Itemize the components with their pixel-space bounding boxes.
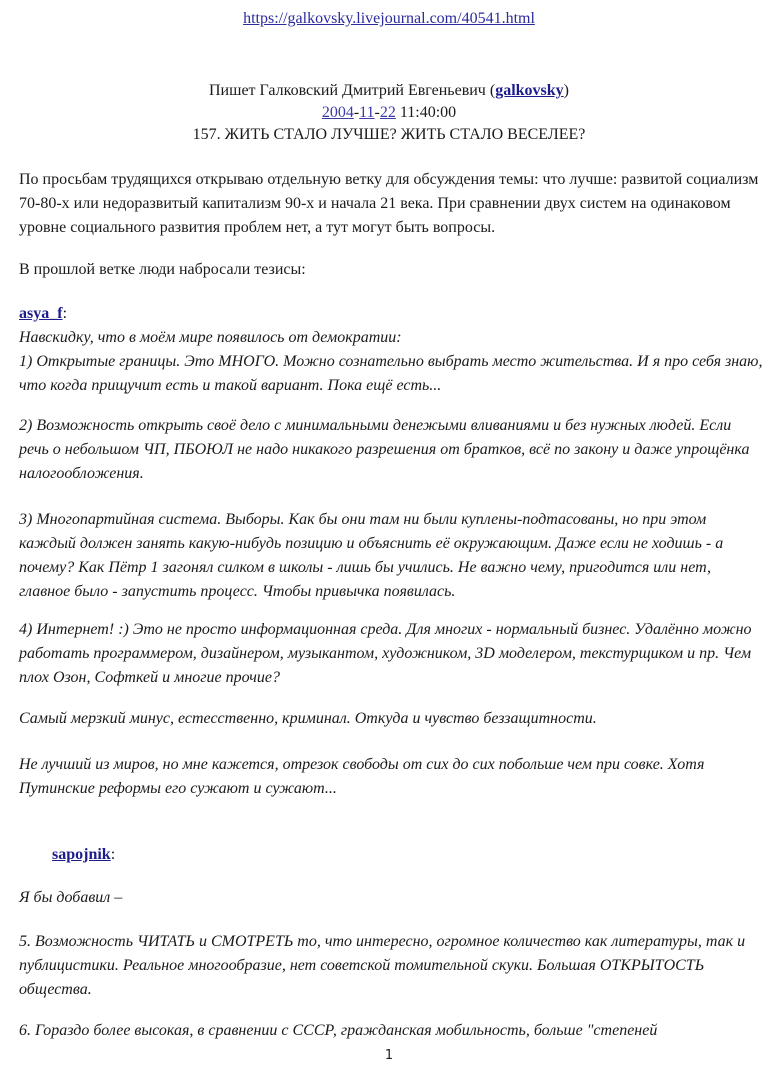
comment-asya-f-p3 <box>19 508 764 604</box>
comment-text: 3) Многопартийная система. Выборы. Как бы они там ни были куплены-подтасованы, но при этом каждый должен занять какую-нибудь позицию и объяснить её окружающим. Даже если не ходишь - а почему? Как Пётр 1 загонял силком в школы - лишь бы учились. Не важно чему, пригодится или нет, главное было - запустить процесс. Чтобы привычка появилась. <box>19 511 724 600</box>
commenter-link-asya-f[interactable]: asya_f <box>19 305 63 322</box>
intro-text: По просьбам трудящихся открываю отдельную ветку для обсуждения темы: что лучше: развитой социализм 70-80-х или недоразвитый капитализм 90-х и начала 21 века. При сравнении двух систем на одинаковом уровне социального развития проблем нет, а тут могут быть вопросы. <box>19 171 759 236</box>
comment-asya-f-intro <box>19 326 764 398</box>
author-username-link[interactable]: galkovsky <box>495 82 564 99</box>
comment-asya-f-username <box>19 302 764 326</box>
author-name: Пишет Галковский Дмитрий Евгеньевич ( <box>209 82 496 99</box>
comment-text: 5. Возможность ЧИТАТЬ и СМОТРЕТЬ то, что интересно, огромное количество как литературы, так и публицистики. Реальное многообразие, нет советской томительной скуки. Большая ОТКРЫТОСТЬ общества. <box>19 933 746 998</box>
colon: : <box>110 846 116 863</box>
page-number: 1 <box>384 1048 394 1063</box>
source-url <box>0 10 778 28</box>
comment-asya-f-p2 <box>19 414 764 486</box>
date-day-link[interactable]: 22 <box>379 104 396 121</box>
date-sep: - <box>353 104 360 121</box>
comment-text: Не лучший из миров, но мне кажется, отрезок свободы от сих до сих побольше чем при совке. Хотя Путинские реформы его сужают и сужают... <box>19 756 705 797</box>
intro-text-2: В прошлой ветке люди набросали тезисы: <box>19 261 306 278</box>
post-title: 157. ЖИТЬ СТАЛО ЛУЧШЕ? ЖИТЬ СТАЛО ВЕСЕЛЕЕ? <box>192 126 586 143</box>
date-sep: - <box>374 104 380 121</box>
comment-asya-f-p5 <box>19 707 764 731</box>
comment-text: 6. Гораздо более высокая, в сравнении с СССР, гражданская мобильность, больше "степеней <box>19 1022 658 1039</box>
post-date <box>0 102 778 124</box>
date-month-link[interactable]: 11 <box>359 104 375 121</box>
comment-text: 2) Возможность открыть своё дело с минимальными денежыми вливаниями и без нужных людей. Если речь о небольшом ЧП, ПБОЮЛ не надо никакого разрешения от братков, всё по закону и даже упрощёнка налогообложения. <box>19 417 750 482</box>
comment-text: Самый мерзкий минус, естесственно, криминал. Откуда и чувство беззащитности. <box>19 710 597 727</box>
post-header <box>0 80 778 146</box>
date-year-link[interactable]: 2004 <box>321 104 354 121</box>
comment-text: Навскидку, что в моём мире появилось от демократии: <box>19 329 402 346</box>
comment-asya-f-p4 <box>19 618 764 690</box>
intro-paragraph <box>19 168 764 240</box>
author-suffix: ) <box>563 82 569 99</box>
comment-text: 4) Интернет! :) Это не просто информационная среда. Для многих - нормальный бизнес. Удалённо можно работать программером, дизайнером, музыкантом, художником, 3D моделером, текстурщиком и пр. Чем плох Озон, Софткей и многие прочие? <box>19 621 752 686</box>
author-line <box>0 80 778 102</box>
commenter-link-sapojnik[interactable]: sapojnik <box>52 846 111 863</box>
source-url-link[interactable]: https://galkovsky.livejournal.com/40541.html <box>243 10 535 27</box>
intro-paragraph-2 <box>19 258 764 282</box>
comment-asya-f-p6 <box>19 753 764 801</box>
comment-sapojnik-p1 <box>19 930 764 1002</box>
comment-sapojnik-p2 <box>19 1019 764 1043</box>
post-time: 11:40:00 <box>399 104 457 121</box>
comment-text: Я бы добавил – <box>19 889 123 906</box>
comment-text: 1) Открытые границы. Это МНОГО. Можно сознательно выбрать место жительства. И я про себя знаю, что когда прищучит есть и такой вариант. Пока ещё есть... <box>19 353 763 394</box>
colon: : <box>62 305 68 322</box>
comment-sapojnik-intro <box>19 886 764 910</box>
comment-sapojnik-username <box>52 843 778 867</box>
